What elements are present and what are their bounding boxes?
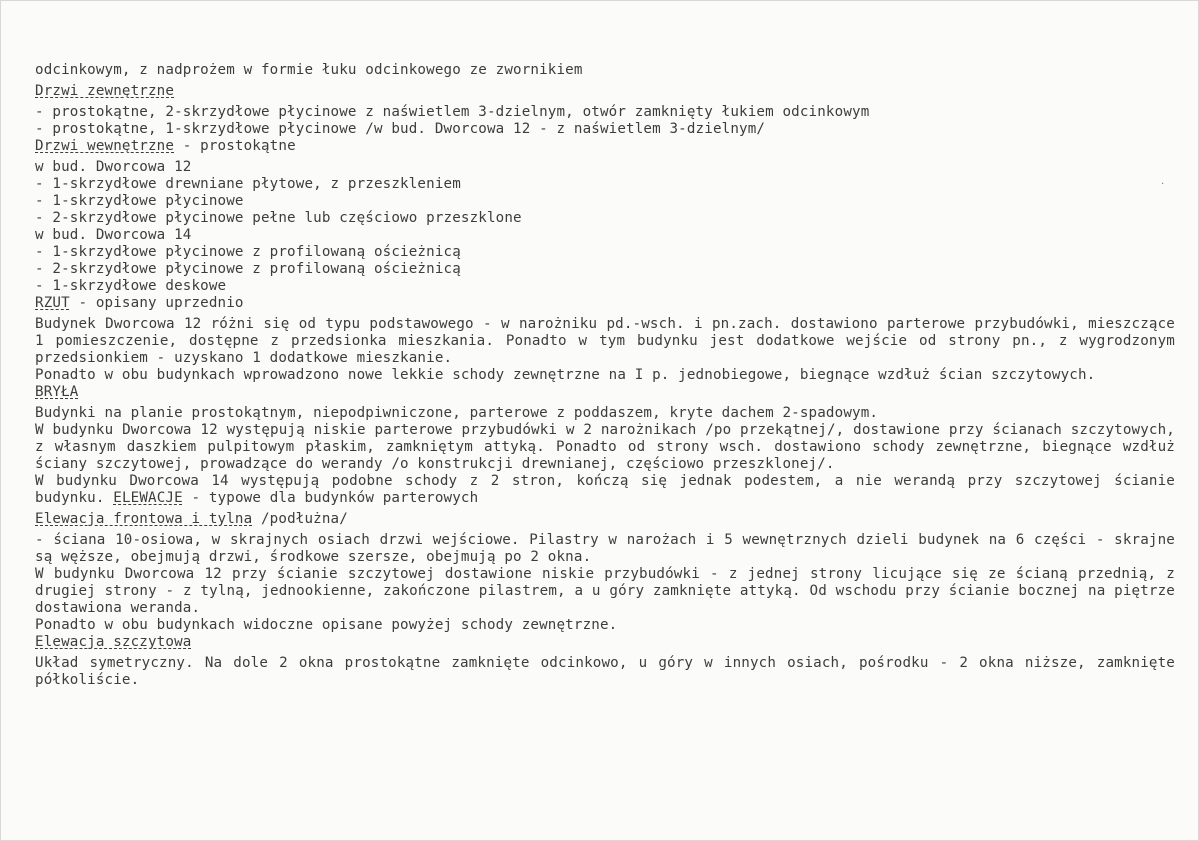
list-item: - 2-skrzydłowe płycinowe pełne lub częściowo przeszklone xyxy=(35,210,522,226)
stray-mark: · xyxy=(1161,179,1165,190)
building-14-label: w bud. Dworcowa 14 xyxy=(35,227,192,243)
list-item: - 2-skrzydłowe płycinowe z profilowaną ościeżnicą xyxy=(35,261,461,277)
list-item: - 1-skrzydłowe płycinowe xyxy=(35,193,244,209)
drzwi-zewnetrzne-item: - prostokątne, 2-skrzydłowe płycinowe z naświetlem 3-dzielnym, otwór zamknięty łukiem odcinkowym xyxy=(35,104,870,120)
list-item: - 1-skrzydłowe drewniane płytowe, z przeszkleniem xyxy=(35,176,461,192)
heading-drzwi-wewnetrzne-text: Drzwi wewnętrzne xyxy=(35,138,175,154)
bryla-paragraph: W budynku Dworcowa 12 występują niskie parterowe przybudówki w 2 narożnikach /po przekątnej/, dostawione przy ścianach szczytowych, z własnym daszkiem pulpitowym płaskim, zamkniętym attyką. Ponadto od strony wsch. dostawiono schody zewnętrzne, biegnące wzdłuż ściany szczytowej, prowadzące do werandy /o konstrukcji drewnianej, częściowo przeszklonej/. xyxy=(35,422,1175,472)
heading-drzwi-zewnetrzne-text: Drzwi zewnętrzne xyxy=(35,83,175,99)
document-body xyxy=(35,62,1175,689)
heading-elewacja-szczytowa-text: Elewacja szczytowa xyxy=(35,634,192,650)
bryla-paragraph-text: W budynku Dworcowa 14 występują podobne schody z 2 stron, kończą się jednak podestem, a nie werandą przy szczytowej ścianie budynku. xyxy=(35,473,1175,506)
szczytowa-paragraph: Układ symetryczny. Na dole 2 okna prostokątne zamknięte odcinkowo, u góry w innych osiach, pośrodku - 2 okna niższe, zamknięte półkoliście. xyxy=(35,655,1175,688)
rzut-paragraph: Budynek Dworcowa 12 różni się od typu podstawowego - w narożniku pd.-wsch. i pn.zach. dostawiono parterowe przybudówki, mieszczące 1 pomieszczenie, dostępne z przedsionka mieszkania. Ponadto w tym budynku jest dodatkowe wejście od strony pn., z wygrodzonym przedsionkiem - uzyskano 1 dodatkowe mieszkanie. xyxy=(35,316,1175,366)
heading-bryla xyxy=(35,384,1175,401)
intro-line: odcinkowym, z nadprożem w formie łuku odcinkowego ze zwornikiem xyxy=(35,62,583,78)
heading-drzwi-wewnetrzne-suffix: - prostokątne xyxy=(174,138,296,154)
heading-bryla-text: BRYŁA xyxy=(35,384,79,400)
heading-elewacja-frontowa xyxy=(35,511,1175,528)
drzwi-zewnetrzne-item: - prostokątne, 1-skrzydłowe płycinowe /w bud. Dworcowa 12 - z naświetlem 3-dzielnym/ xyxy=(35,121,766,137)
bryla-paragraph xyxy=(35,473,1175,507)
heading-rzut xyxy=(35,295,1175,312)
heading-elewacja-frontowa-text: Elewacja frontowa i tylna xyxy=(35,511,253,527)
frontowa-paragraph: - ściana 10-osiowa, w skrajnych osiach drzwi wejściowe. Pilastry w narożach i 5 wewnętrznych dzieli budynek na 6 części - skrajne są węższe, obejmują drzwi, środkowe szersze, obejmują po 2 okna. xyxy=(35,532,1175,565)
heading-elewacje-suffix: - typowe dla budynków parterowych xyxy=(182,490,479,506)
heading-drzwi-wewnetrzne xyxy=(35,138,1175,155)
rzut-paragraph: Ponadto w obu budynkach wprowadzono nowe lekkie schody zewnętrzne na I p. jednobiegowe, biegnące wzdłuż ścian szczytowych. xyxy=(35,367,1096,383)
frontowa-paragraph: W budynku Dworcowa 12 przy ścianie szczytowej dostawione niskie przybudówki - z jednej strony licujące się ze ścianą przednią, z drugiej strony - z tylną, jednookienne, zakończone pilastrem, a u góry zamknięte attyką. Od wschodu przy ścianie bocznej na piętrze dostawiona weranda. xyxy=(35,566,1175,616)
heading-rzut-suffix: - opisany uprzednio xyxy=(69,295,244,311)
heading-elewacja-frontowa-suffix: /podłużna/ xyxy=(252,511,348,527)
heading-elewacja-szczytowa xyxy=(35,634,1175,651)
building-12-label: w bud. Dworcowa 12 xyxy=(35,159,192,175)
list-item: - 1-skrzydłowe deskowe xyxy=(35,278,227,294)
bryla-paragraph: Budynki na planie prostokątnym, niepodpiwniczone, parterowe z poddaszem, kryte dachem 2-spadowym. xyxy=(35,405,879,421)
heading-elewacje: ELEWACJE xyxy=(113,490,183,506)
list-item: - 1-skrzydłowe płycinowe z profilowaną ościeżnicą xyxy=(35,244,461,260)
heading-rzut-text: RZUT xyxy=(35,295,70,311)
frontowa-paragraph: Ponadto w obu budynkach widoczne opisane powyżej schody zewnętrzne. xyxy=(35,617,618,633)
heading-drzwi-zewnetrzne xyxy=(35,83,1175,100)
